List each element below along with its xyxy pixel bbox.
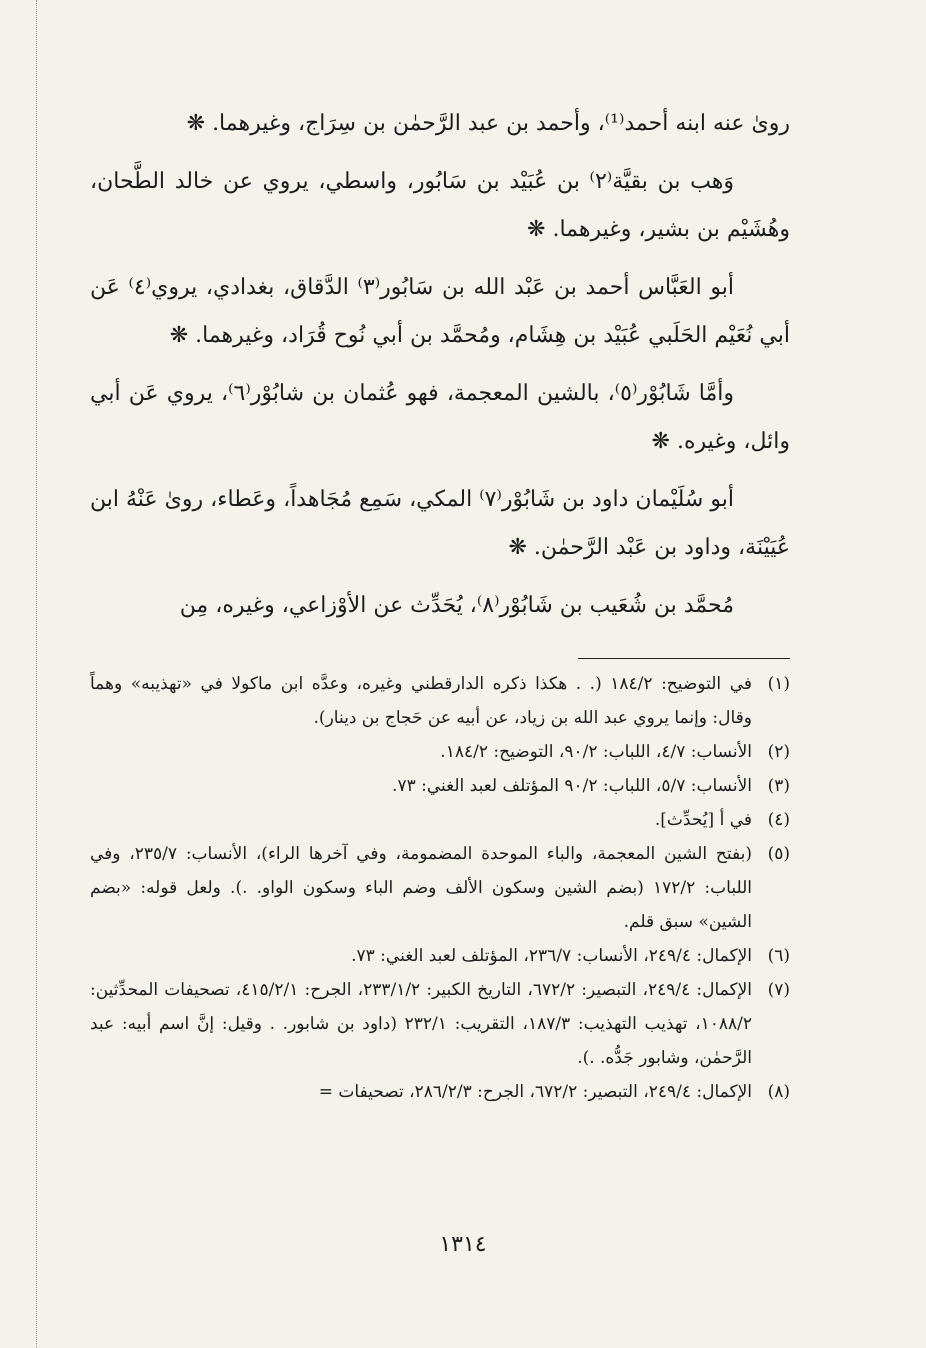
footnote-number: (٣) [767,776,790,796]
footnote-4 [90,803,790,837]
book-page [90,100,790,1109]
footnote-text: الإكمال: ٢٤٩/٤، التبصير: ٦٧٢/٢، الجرح: ٢٨٦/٢/٣، تصحيفات = [318,1082,752,1102]
footnote-text: (بفتح الشين المعجمة، والباء الموحدة المضمومة، وفي آخرها الراء)، الأنساب: ٢٣٥/٧، وفي اللباب: ١٧٢/٢ (بضم الشين وسكون الألف وضم الباء وسكون الواو. .). ولعل قوله: «بضم الشين» سبق قلم. [90,844,752,932]
paragraph-2: وَهب بن بقيَّة⁽٢⁾ بن عُبَيْد بن سَابُور، واسطي، يروي عن خالد الطَّحان، وهُشَيْم بن بشير، وغيرهما. ❋ [90,169,790,242]
footnote-number: (٦) [767,946,790,966]
footnote-number: (٤) [767,810,790,830]
footnote-text: الأنساب: ٤/٧، اللباب: ٩٠/٢، التوضيح: ١٨٤/٢. [440,742,752,762]
page-number: ١٣١٤ [439,1232,487,1257]
footnote-number: (١) [767,674,790,694]
footnote-2 [90,735,790,769]
footnote-separator [578,658,790,659]
main-text [90,100,790,630]
paragraph-6: مُحمَّد بن شُعَيب بن شَابُوْر⁽٨⁾، يُحَدِّث عن الأوْزاعي، وغيره، مِن [179,593,734,618]
footnote-text: في التوضيح: ١٨٤/٢ (. . هكذا ذكره الدارقطني وغيره، وعدَّه ابن ماكولا في «تهذيبه» وهماً وقال: وإنما يروي عبد الله بن زياد، عن أبيه عن حَجاج بن دينار). [90,674,752,728]
footnote-1 [90,667,790,735]
margin-guide-line [36,0,37,1348]
footnote-7 [90,973,790,1075]
paragraph-4: وأمَّا شَابُوْر⁽٥⁾، بالشين المعجمة، فهو عُثمان بن شابُوْر⁽٦⁾، يروي عَن أبي وائل، وغيره. ❋ [90,381,790,454]
footnote-number: (٢) [767,742,790,762]
footnote-6 [90,939,790,973]
footnote-3 [90,769,790,803]
footnote-number: (٧) [767,980,790,1000]
paragraph-3: أبو العَبَّاس أحمد بن عَبْد الله بن سَابُور⁽٣⁾ الدَّقاق، بغدادي، يروي⁽٤⁾ عَن أبي نُعَيْم الحَلَبي عُبَيْد بن هِشَام، ومُحمَّد بن أبي نُوح قُرَاد، وغيرهما. ❋ [90,275,790,348]
footnote-number: (٥) [767,844,790,864]
footnotes [90,667,790,1109]
footnote-8 [90,1075,790,1109]
paragraph-5: أبو سُلَيْمان داود بن شَابُوْر⁽٧⁾ المكي، سَمِع مُجَاهداً، وعَطاء، روىٰ عَنْهُ ابن عُيَيْنَة، وداود بن عَبْد الرَّحمٰن. ❋ [90,487,790,560]
footnote-5 [90,837,790,939]
footnote-text: الإكمال: ٢٤٩/٤، الأنساب: ٢٣٦/٧، المؤتلف لعبد الغني: ٧٣. [351,946,752,966]
footnote-text: الأنساب: ٥/٧، اللباب: ٩٠/٢ المؤتلف لعبد الغني: ٧٣. [392,776,752,796]
paragraph-1: روىٰ عنه ابنه أحمد⁽¹⁾، وأحمد بن عبد الرَّحمٰن بن سِرَاج، وغيرهما. ❋ [186,111,790,136]
footnote-number: (٨) [767,1082,790,1102]
footnote-text: في أ [يُحدِّث]. [654,810,752,830]
footnote-text: الإكمال: ٢٤٩/٤، التبصير: ٦٧٢/٢، التاريخ الكبير: ٢٣٣/١/٢، الجرح: ٤١٥/٢/١، تصحيفات المحدِّثين: ١٠٨٨/٢، تهذيب التهذيب: ١٨٧/٣، التقريب: ٢٣٢/١ (داود بن شابور. . وقيل: إنَّ اسم أبيه: عبد الرَّحمٰن، وشابور جَدُّه. .). [90,980,752,1068]
